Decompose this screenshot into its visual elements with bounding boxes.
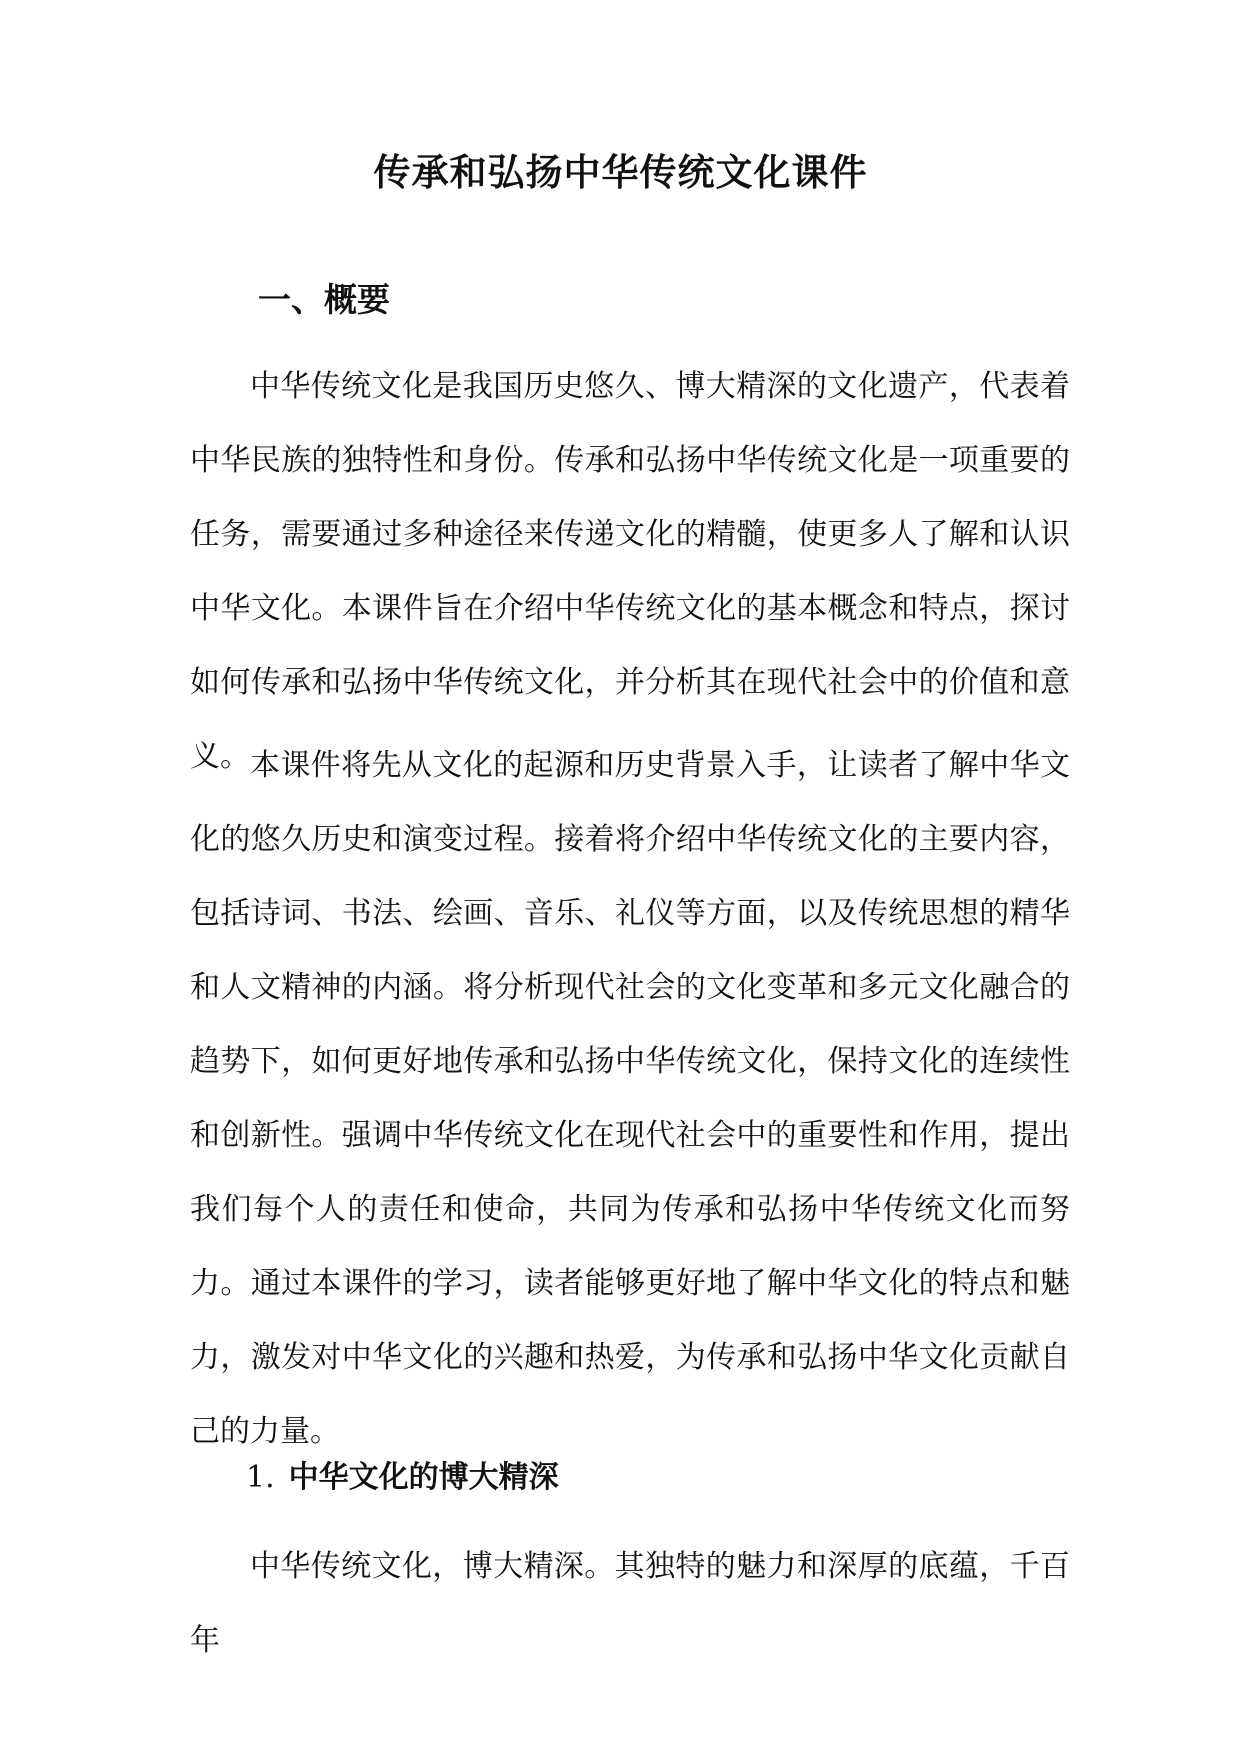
overview-paragraph-1: 中华传统文化是我国历史悠久、博大精深的文化遗产，代表着中华民族的独特性和身份。传承和弘扬中华传统文化是一项重要的任务，需要通过多种途径来传递文化的精髓，使更多人了解和认识中华文化。本课件旨在介绍中华传统文化的基本概念和特点，探讨如何传承和弘扬中华传统文化，并分析其在现代社会中的价值和意义。 — [190, 369, 1070, 774]
section-heading-overview: 一、概要 — [258, 280, 390, 319]
subsection-paragraph: 中华传统文化，博大精深。其独特的魅力和深厚的底蕴，千百年 — [190, 1549, 1070, 1658]
subsection-title: 中华文化的博大精深 — [288, 1460, 559, 1495]
overview-paragraph-2: 本课件将先从文化的起源和历史背景入手，让读者了解中华文化的悠久历史和演变过程。接着将介绍中华传统文化的主要内容，包括诗词、书法、绘画、音乐、礼仪等方面，以及传统思想的精华和人文精神的内涵。将分析现代社会的文化变革和多元文化融合的趋势下，如何更好地传承和弘扬中华传统文化，保持文化的连续性和创新性。强调中华传统文化在现代社会中的重要性和作用，提出我们每个人的责任和使命，共同为传承和弘扬中华传统文化而努力。通过本课件的学习，读者能够更好地了解中华文化的特点和魅力，激发对中华文化的兴趣和热爱，为传承和弘扬中华文化贡献自己的力量。 — [190, 748, 1070, 1449]
subsection-heading — [246, 1460, 559, 1496]
document-title: 传承和弘扬中华传统文化课件 — [373, 150, 868, 194]
subsection-number: 1. — [246, 1460, 275, 1495]
